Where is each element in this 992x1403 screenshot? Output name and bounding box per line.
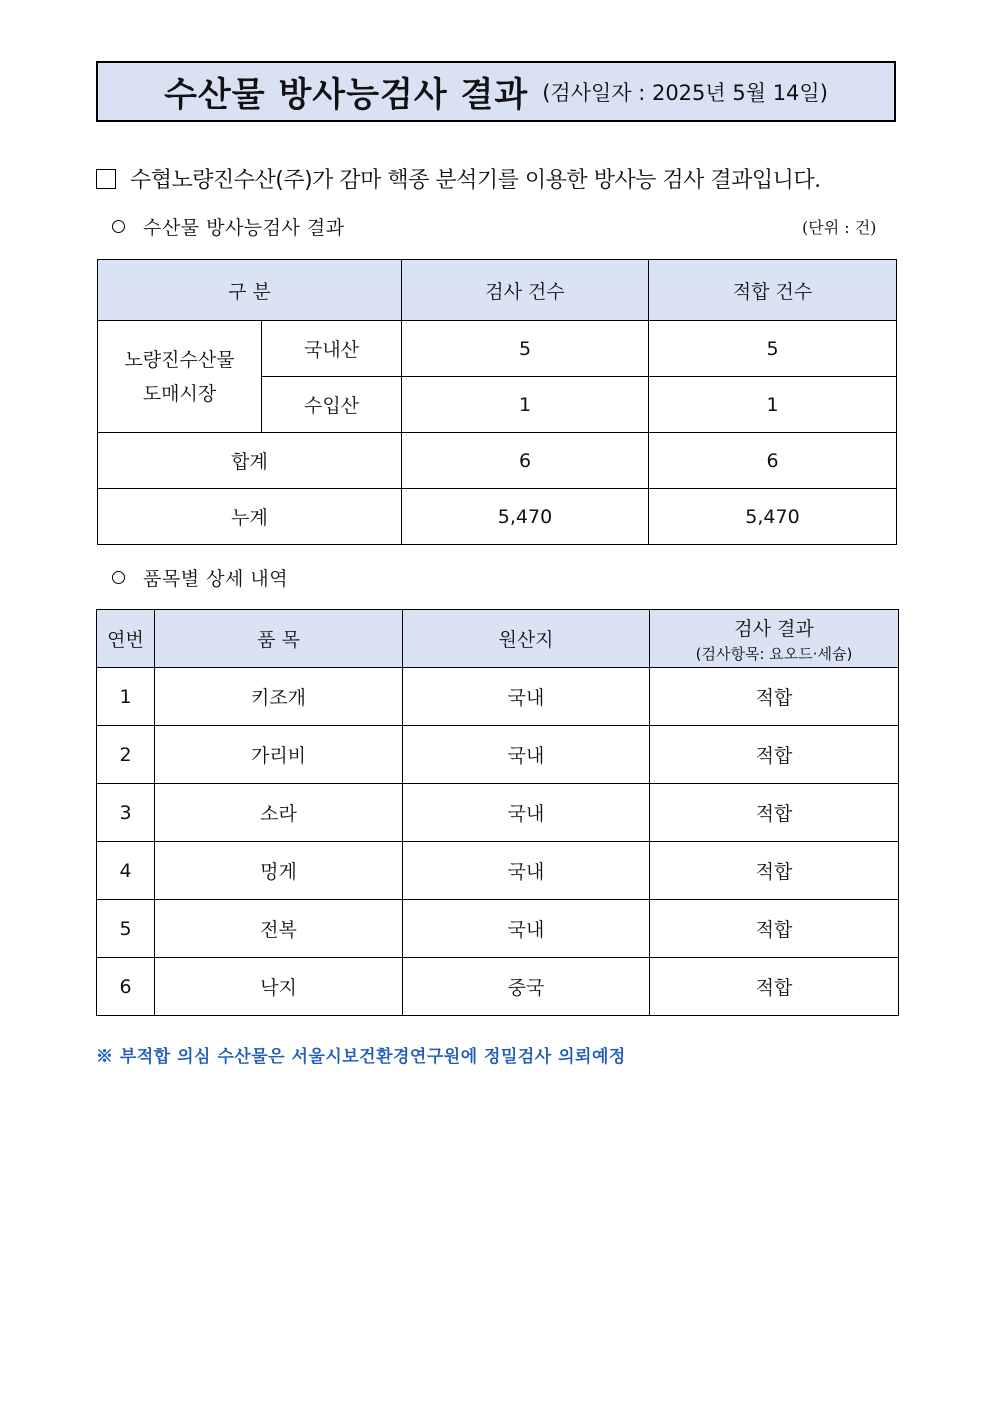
row-result: 적합	[650, 900, 899, 958]
table-row-cumulative	[98, 489, 897, 545]
table-row	[98, 321, 897, 377]
cumulative-tested: 5,470	[402, 489, 649, 545]
row-result: 적합	[650, 958, 899, 1016]
header-tested-count: 검사 건수	[402, 260, 649, 321]
row-item: 키조개	[155, 668, 403, 726]
summary-table	[97, 259, 897, 545]
row-result: 적합	[650, 726, 899, 784]
market-label-line1: 노량진수산물	[124, 348, 235, 371]
tested-domestic: 5	[402, 321, 649, 377]
row-origin: 중국	[403, 958, 650, 1016]
section-heading-text: 수산물 방사능검사 결과	[143, 217, 345, 239]
section-heading-details	[112, 564, 288, 591]
passed-imported: 1	[649, 377, 897, 433]
market-label-line2: 도매시장	[142, 382, 217, 405]
header-result-subtext: (검사항목: 요오드·세슘)	[695, 644, 853, 663]
header-item: 품 목	[155, 610, 403, 668]
header-origin: 원산지	[403, 610, 650, 668]
intro-line	[96, 163, 821, 194]
passed-domestic: 5	[649, 321, 897, 377]
table-header-row	[97, 610, 899, 668]
circle-bullet-icon	[112, 220, 125, 233]
row-result: 적합	[650, 784, 899, 842]
table-row-total	[98, 433, 897, 489]
row-origin: 국내	[403, 726, 650, 784]
row-no: 1	[97, 668, 155, 726]
cumulative-label: 누계	[98, 489, 402, 545]
section-heading-results	[112, 213, 345, 240]
row-no: 3	[97, 784, 155, 842]
detail-table	[96, 609, 899, 1016]
row-origin: 국내	[403, 900, 650, 958]
row-result: 적합	[650, 668, 899, 726]
footnote: ※ 부적합 의심 수산물은 서울시보건환경연구원에 정밀검사 의뢰예정	[96, 1047, 626, 1067]
table-row	[97, 726, 899, 784]
row-origin: 국내	[403, 842, 650, 900]
header-no: 연번	[97, 610, 155, 668]
row-label-imported: 수입산	[262, 377, 402, 433]
header-result	[650, 610, 899, 668]
row-item: 멍게	[155, 842, 403, 900]
header-passed-count: 적합 건수	[649, 260, 897, 321]
row-no: 4	[97, 842, 155, 900]
row-origin: 국내	[403, 784, 650, 842]
row-item: 소라	[155, 784, 403, 842]
unit-label: (단위 : 건)	[802, 218, 877, 237]
circle-bullet-icon	[112, 571, 125, 584]
total-tested: 6	[402, 433, 649, 489]
row-no: 5	[97, 900, 155, 958]
table-header-row	[98, 260, 897, 321]
total-label: 합계	[98, 433, 402, 489]
row-origin: 국내	[403, 668, 650, 726]
inspection-date: (검사일자 : 2025년 5월 14일)	[542, 80, 828, 105]
table-row	[97, 668, 899, 726]
row-label-domestic: 국내산	[262, 321, 402, 377]
row-result: 적합	[650, 842, 899, 900]
table-row	[97, 958, 899, 1016]
header-category: 구 분	[98, 260, 402, 321]
table-row	[97, 900, 899, 958]
market-label-cell	[98, 321, 262, 433]
table-row	[97, 842, 899, 900]
row-item: 가리비	[155, 726, 403, 784]
title-box	[96, 61, 896, 122]
row-no: 6	[97, 958, 155, 1016]
cumulative-passed: 5,470	[649, 489, 897, 545]
row-no: 2	[97, 726, 155, 784]
intro-text: 수협노량진수산(주)가 감마 핵종 분석기를 이용한 방사능 검사 결과입니다.	[130, 168, 821, 193]
row-item: 전복	[155, 900, 403, 958]
total-passed: 6	[649, 433, 897, 489]
table-row	[97, 784, 899, 842]
tested-imported: 1	[402, 377, 649, 433]
checkbox-icon	[96, 169, 116, 189]
row-item: 낙지	[155, 958, 403, 1016]
page-title: 수산물 방사능검사 결과	[164, 75, 529, 115]
section-heading-text: 품목별 상세 내역	[143, 568, 289, 590]
header-result-text: 검사 결과	[734, 617, 814, 640]
